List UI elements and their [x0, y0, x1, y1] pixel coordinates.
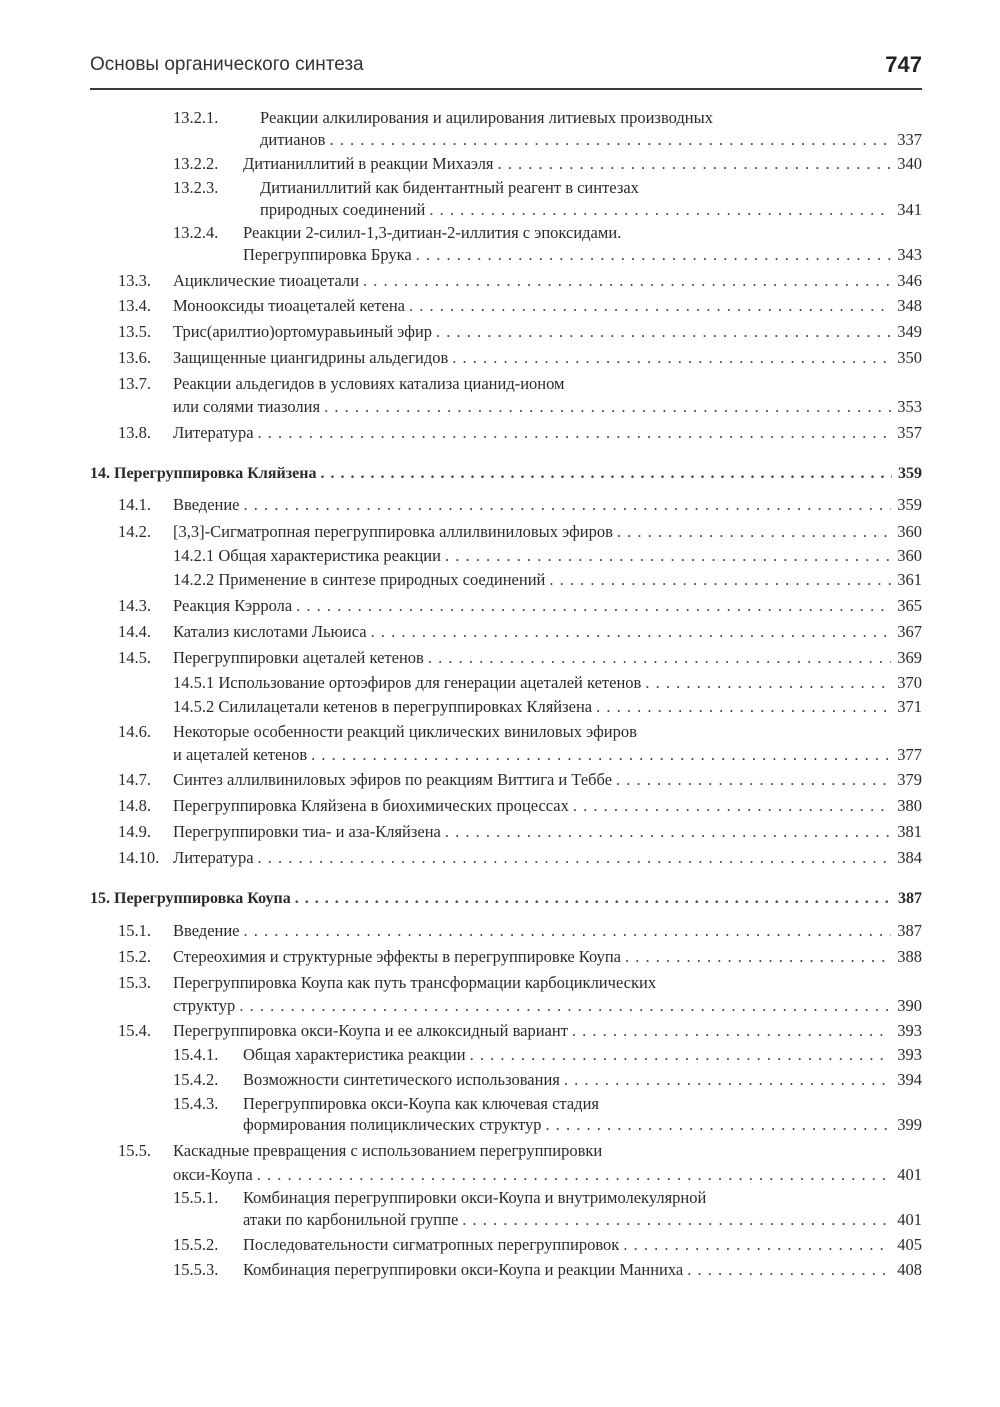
toc-page-number: 350: [897, 348, 922, 367]
toc-page-number: 405: [897, 1235, 922, 1254]
toc-entry-title: Перегруппировки ацеталей кетенов: [173, 648, 424, 667]
toc-entry-number: 13.5.: [118, 322, 151, 341]
toc-entry-number: 15.1.: [118, 921, 151, 940]
dot-leader: [445, 821, 891, 843]
toc-entry-number: 13.8.: [118, 423, 151, 442]
toc-entry-title: Комбинация перегруппировки окси-Коупа и реакции Манниха: [243, 1260, 684, 1279]
toc-page-number: 393: [897, 1021, 922, 1040]
toc-page-number: 377: [897, 745, 922, 764]
toc-page-number: 359: [898, 465, 922, 482]
toc-entry-number: 15.4.2.: [173, 1070, 219, 1089]
toc-page-number: 381: [897, 822, 922, 841]
toc-page-number: 371: [897, 697, 922, 716]
toc-page-number: 401: [897, 1210, 922, 1229]
toc-entry-number: 15.5.3.: [173, 1260, 219, 1279]
toc-page-number: 394: [897, 1070, 922, 1089]
toc-entry-number: 14.2.: [118, 522, 151, 541]
toc-page-number: 365: [897, 596, 922, 615]
toc-entry-title: окси-Коупа: [173, 1165, 253, 1184]
toc-entry-title: атаки по карбонильной группе: [243, 1210, 459, 1229]
dot-leader: [546, 1114, 892, 1136]
toc-entry-number: 14.6.: [118, 722, 151, 741]
toc-entry-title: Литература: [173, 423, 254, 442]
dot-leader: [371, 621, 892, 643]
toc-page-number: 393: [897, 1045, 922, 1064]
toc-entry-number: 15.3.: [118, 973, 151, 992]
toc-entry-title: 14.5.2 Силилацетали кетенов в перегруппировках Кляйзена: [173, 697, 593, 716]
toc-entry-title: Монооксиды тиоацеталей кетена: [173, 296, 405, 315]
toc-entry-number: 14.9.: [118, 822, 151, 841]
toc-page-number: 357: [897, 423, 922, 442]
dot-leader: [436, 321, 891, 343]
dot-leader: [596, 696, 891, 718]
toc-entry-title: [3,3]-Сигматропная перегруппировка аллилвиниловых эфиров: [173, 522, 613, 541]
dot-leader: [645, 672, 891, 694]
dot-leader: [470, 1044, 892, 1066]
toc-entry-number: 13.2.1.: [173, 108, 219, 127]
dot-leader: [296, 595, 891, 617]
page-number: 747: [885, 52, 922, 77]
dot-leader: [498, 153, 892, 175]
toc-entry-number: 13.2.2.: [173, 154, 219, 173]
toc-page-number: 360: [897, 546, 922, 565]
toc-entry-title: Реакция Кэррола: [173, 596, 293, 615]
toc-page-number: 337: [897, 130, 922, 149]
toc-entry-number: 15.4.: [118, 1021, 151, 1040]
dot-leader: [623, 1234, 891, 1256]
toc-entry-title: формирования полициклических структур: [243, 1115, 542, 1134]
book-title: Основы органического синтеза: [90, 54, 364, 75]
toc-page-number: 401: [897, 1165, 922, 1184]
toc-entry-title-line: Реакции 2-силил-1,3-дитиан-2-иллития с эпоксидами.: [243, 223, 622, 242]
toc-page-number: 367: [897, 622, 922, 641]
toc-entry-number: 14.3.: [118, 596, 151, 615]
dot-leader: [616, 769, 891, 791]
toc-entry-number: 13.7.: [118, 374, 151, 393]
page-header: [90, 52, 922, 90]
toc-entry-number: 15.4.1.: [173, 1045, 219, 1064]
toc-entry-title: 14.2.2 Применение в синтезе природных соединений: [173, 570, 546, 589]
toc-page-number: 388: [897, 947, 922, 966]
toc-entry-number: 13.2.3.: [173, 178, 219, 197]
toc-page-number: 384: [897, 848, 922, 867]
dot-leader: [363, 270, 891, 292]
toc-entry-title: Трис(арилтио)ортомуравьиный эфир: [173, 322, 433, 341]
toc-page-number: 349: [897, 322, 922, 341]
dot-leader: [320, 463, 892, 485]
toc-page-number: 360: [897, 522, 922, 541]
toc-entry-title: Синтез аллилвиниловых эфиров по реакциям Виттига и Теббе: [173, 770, 613, 789]
dot-leader: [409, 295, 891, 317]
dot-leader: [617, 521, 891, 543]
toc-entry-title: 14. Перегруппировка Кляйзена: [90, 465, 317, 482]
toc-page-number: 387: [898, 890, 922, 907]
toc-entry-title: 14.2.1 Общая характеристика реакции: [173, 546, 441, 565]
toc-page-number: 340: [897, 154, 922, 173]
toc-page-number: 369: [897, 648, 922, 667]
toc-entry-title: Литература: [173, 848, 254, 867]
toc-entry-number: 14.8.: [118, 796, 151, 815]
dot-leader: [244, 920, 892, 942]
toc-entry-title-line: Каскадные превращения с использованием перегруппировки: [173, 1141, 603, 1160]
toc-entry-title: 14.5.1 Использование ортоэфиров для генерации ацеталей кетенов: [173, 673, 642, 692]
dot-leader: [428, 647, 891, 669]
toc-entry-title: природных соединений: [260, 200, 426, 219]
toc-entry-title: Стереохимия и структурные эффекты в перегруппировке Коупа: [173, 947, 621, 966]
toc-page-number: 348: [897, 296, 922, 315]
toc-entry-title-line: Реакции алкилирования и ацилирования литиевых производных: [260, 108, 713, 127]
toc-entry-title: Возможности синтетического использования: [243, 1070, 560, 1089]
toc-entry-number: 14.10.: [118, 848, 160, 867]
toc-entry-title: или солями тиазолия: [173, 397, 321, 416]
toc-entry-title: структур: [173, 996, 236, 1015]
toc-entry-number: 13.4.: [118, 296, 151, 315]
dot-leader: [239, 995, 891, 1017]
toc-page-number: 341: [897, 200, 922, 219]
dot-leader: [429, 199, 891, 221]
dot-leader: [329, 129, 891, 151]
toc-page-number: 361: [897, 570, 922, 589]
toc-entry-title-line: Комбинация перегруппировки окси-Коупа и внутримолекулярной: [243, 1188, 707, 1207]
dot-leader: [324, 396, 891, 418]
dot-leader: [258, 422, 892, 444]
dot-leader: [687, 1259, 891, 1281]
dot-leader: [311, 744, 891, 766]
toc-entry-number: 13.6.: [118, 348, 151, 367]
dot-leader: [416, 244, 892, 266]
toc-entry-title: Последовательности сигматропных перегруппировок: [243, 1235, 620, 1254]
dot-leader: [573, 795, 891, 817]
toc-entry-title-line: Некоторые особенности реакций циклических виниловых эфиров: [173, 722, 637, 741]
toc-entry-number: 13.2.4.: [173, 223, 219, 242]
toc-entry-title-line: Перегруппировка Коупа как путь трансформации карбоциклических: [173, 973, 657, 992]
toc-entry-number: 15.2.: [118, 947, 151, 966]
toc-page-number: 343: [897, 245, 922, 264]
toc-entry-title: и ацеталей кетенов: [173, 745, 308, 764]
toc-page-number: 370: [897, 673, 922, 692]
toc-page-number: 380: [897, 796, 922, 815]
toc-entry-title: Дитианиллитий в реакции Михаэля: [243, 154, 494, 173]
dot-leader: [257, 1164, 892, 1186]
toc-entry-title: Ациклические тиоацетали: [173, 271, 360, 290]
toc-entry-title: 15. Перегруппировка Коупа: [90, 890, 291, 907]
dot-leader: [258, 847, 892, 869]
toc-page-number: 359: [897, 495, 922, 514]
toc-page-number: 353: [897, 397, 922, 416]
toc-entry-title: Катализ кислотами Льюиса: [173, 622, 367, 641]
dot-leader: [572, 1020, 891, 1042]
toc-page-number: 387: [897, 921, 922, 940]
dot-leader: [564, 1069, 891, 1091]
toc-entry-number: 14.1.: [118, 495, 151, 514]
toc-entry-title: Перегруппировки тиа- и аза-Кляйзена: [173, 822, 441, 841]
toc-entry-title: Общая характеристика реакции: [243, 1045, 466, 1064]
toc-page-number: 399: [897, 1115, 922, 1134]
toc-entry-number: 14.4.: [118, 622, 151, 641]
toc-entry-title: Введение: [173, 921, 240, 940]
dot-leader: [445, 545, 891, 567]
toc-entry-title-line: Перегруппировка окси-Коупа как ключевая стадия: [243, 1094, 599, 1113]
toc-entry-number: 15.5.: [118, 1141, 151, 1160]
toc-entry-number: 14.5.: [118, 648, 151, 667]
toc-entry-number: 13.3.: [118, 271, 151, 290]
toc-entry-title: Защищенные циангидрины альдегидов: [173, 348, 449, 367]
toc-entry-title: Введение: [173, 495, 240, 514]
dot-leader: [244, 494, 892, 516]
dot-leader: [625, 946, 891, 968]
dot-leader: [549, 569, 891, 591]
dot-leader: [452, 347, 891, 369]
toc-entry-title: дитианов: [260, 130, 326, 149]
toc-entry-title: Перегруппировка Брука: [243, 245, 412, 264]
toc-page-number: 346: [897, 271, 922, 290]
toc-entry-title-line: Дитианиллитий как бидентантный реагент в синтезах: [260, 178, 639, 197]
toc-page-number: 379: [897, 770, 922, 789]
toc-entry-title-line: Реакции альдегидов в условиях катализа цианид-ионом: [173, 374, 565, 393]
dot-leader: [462, 1209, 891, 1231]
toc-entry-number: 15.5.1.: [173, 1188, 219, 1207]
toc-page-number: 390: [897, 996, 922, 1015]
toc-entry-number: 15.5.2.: [173, 1235, 219, 1254]
toc-entry-title: Перегруппировка окси-Коупа и ее алкоксидный вариант: [173, 1021, 568, 1040]
toc-entry-number: 15.4.3.: [173, 1094, 219, 1113]
toc-entry-title: Перегруппировка Кляйзена в биохимических процессах: [173, 796, 569, 815]
toc-page-number: 408: [897, 1260, 922, 1279]
toc-entry-number: 14.7.: [118, 770, 151, 789]
dot-leader: [295, 888, 892, 910]
